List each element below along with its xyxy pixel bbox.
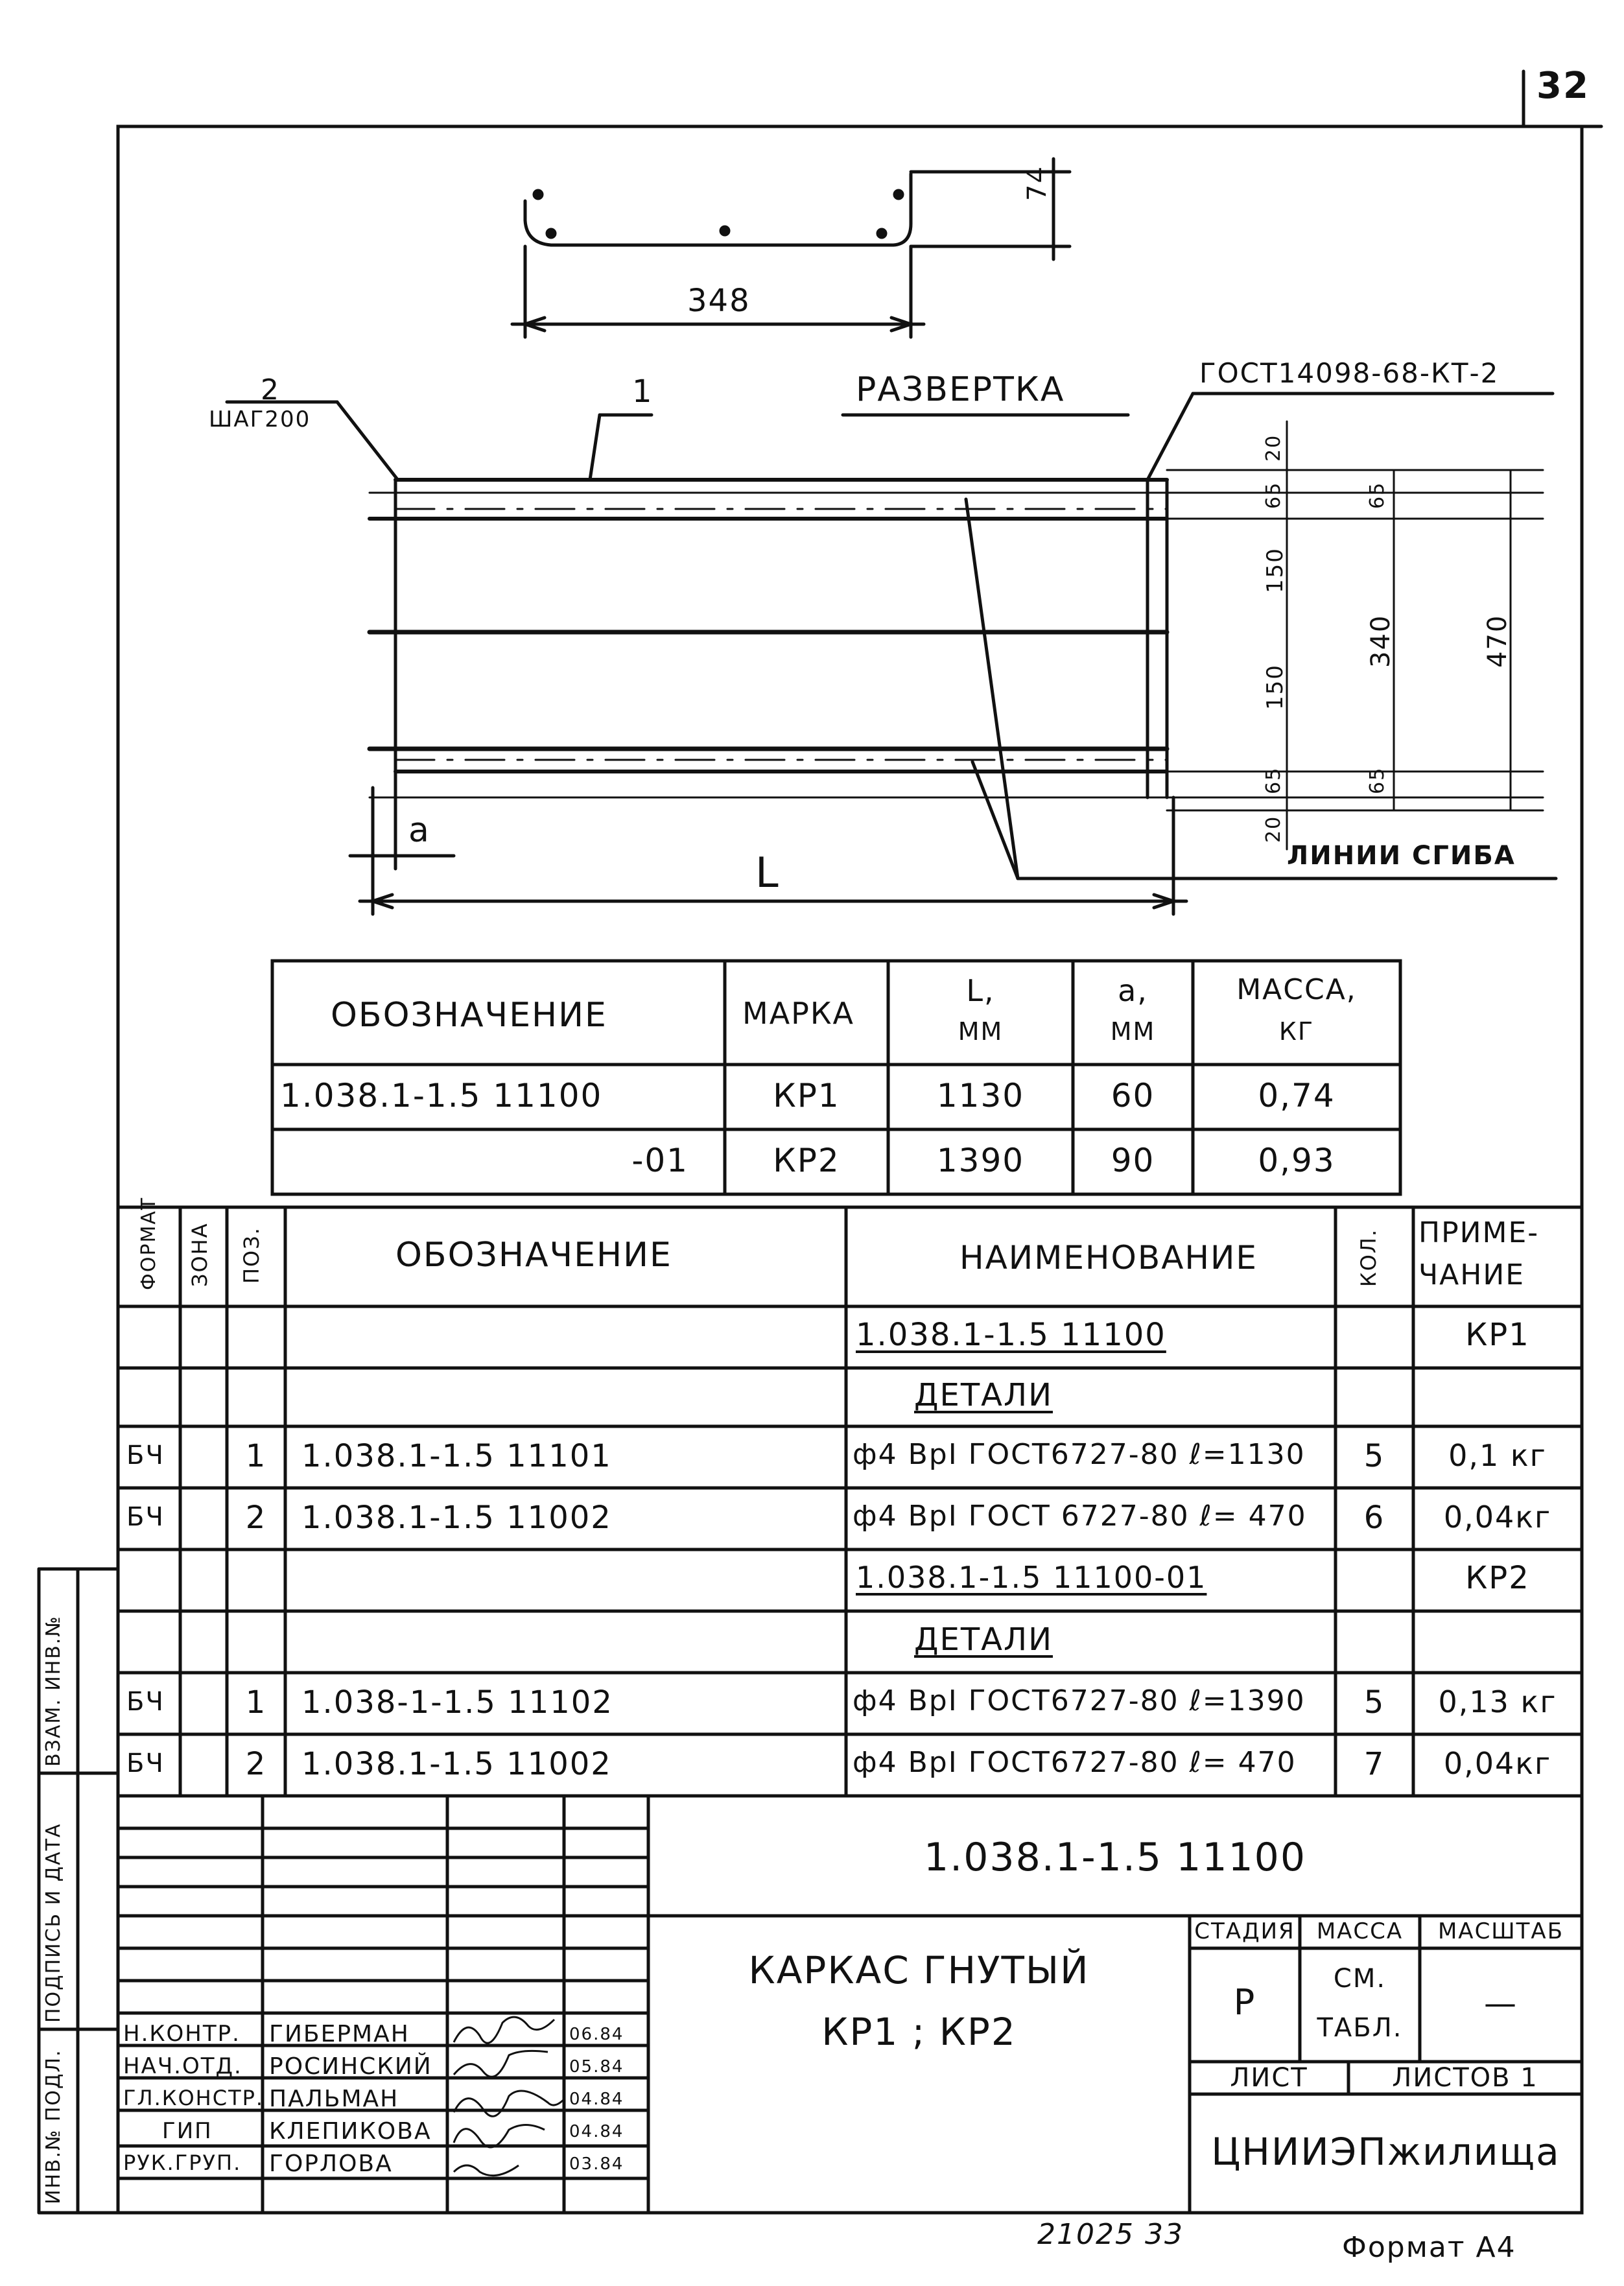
- variant-row-mass: 0,93: [1258, 1142, 1336, 1179]
- signatures: [454, 2017, 564, 2176]
- spec-row-note: КР2: [1465, 1560, 1530, 1596]
- variant-row-mark: КР1: [773, 1077, 840, 1114]
- spec-row-designation: 1.038-1-1.5 11102: [301, 1684, 613, 1721]
- dim-74: 74: [1022, 165, 1052, 201]
- signer-name: ПАЛЬМАН: [269, 2086, 399, 2112]
- variant-row-a: 60: [1111, 1077, 1155, 1114]
- variants-header-L-unit: ММ: [958, 1017, 1004, 1046]
- spec-row-pos: 2: [245, 1746, 267, 1782]
- mass-value-1: СМ.: [1333, 1964, 1387, 1994]
- signer-role: ГИП: [162, 2118, 213, 2144]
- signer-date: 04.84: [569, 2122, 624, 2141]
- spec-row-name: 1.038.1-1.5 11100-01: [856, 1560, 1207, 1595]
- title-line-2: КР1 ; КР2: [821, 2010, 1017, 2054]
- signer-name: КЛЕПИКОВА: [269, 2118, 432, 2145]
- dim-470: 470: [1483, 614, 1512, 668]
- variants-header-mass: МАССА,: [1236, 973, 1357, 1006]
- spec-row-designation: 1.038.1-1.5 11002: [301, 1746, 612, 1782]
- variant-row-mark: КР2: [773, 1142, 840, 1179]
- spec-row-pos: 1: [245, 1684, 267, 1721]
- spec-header-zone: ЗОНА: [187, 1222, 212, 1287]
- spec-row-qty: 5: [1363, 1684, 1385, 1721]
- spec-row-format: БЧ: [126, 1687, 165, 1717]
- mass-header: МАССА: [1316, 1918, 1404, 1944]
- side-label-vzam: ВЗАМ. ИНВ.№: [42, 1615, 65, 1767]
- spec-row-name: ДЕТАЛИ: [914, 1377, 1053, 1413]
- spec-row-format: БЧ: [126, 1441, 165, 1470]
- signer-date: 06.84: [569, 2025, 624, 2044]
- dim-65-top: 65: [1262, 481, 1285, 509]
- spec-row-qty: 7: [1363, 1746, 1385, 1782]
- spec-row-name: 1.038.1-1.5 11100: [856, 1317, 1166, 1353]
- signer-role: ГЛ.КОНСТР.: [123, 2086, 265, 2110]
- mass-value-2: ТАБЛ.: [1317, 2013, 1403, 2043]
- gost-label: ГОСТ14098-68-КТ-2: [1199, 357, 1500, 389]
- spec-row-qty: 5: [1363, 1438, 1385, 1474]
- spec-row-name: ф4 ВрI ГОСТ6727-80 ℓ= 470: [853, 1746, 1297, 1779]
- spec-row-pos: 2: [245, 1500, 267, 1536]
- spec-row-name: ДЕТАЛИ: [914, 1621, 1053, 1658]
- side-label-inv-podl: ИНВ.№ ПОДЛ.: [42, 2049, 65, 2204]
- signer-name: РОСИНСКИЙ: [269, 2053, 432, 2080]
- signer-role: НАЧ.ОТД.: [123, 2053, 242, 2079]
- scale-header: МАСШТАБ: [1437, 1918, 1564, 1944]
- spec-row-designation: 1.038.1-1.5 11101: [301, 1438, 612, 1474]
- variants-header-mass-unit: КГ: [1278, 1017, 1315, 1046]
- spec-header-format: ФОРМАТ: [137, 1196, 160, 1290]
- dim-348: 348: [687, 283, 751, 319]
- spec-row-note: 0,04кг: [1443, 1500, 1552, 1535]
- signer-date: 04.84: [569, 2090, 624, 2109]
- dim-20-bottom: 20: [1262, 815, 1285, 843]
- dim-a: a: [408, 811, 430, 850]
- sheet-number: 32: [1536, 65, 1590, 107]
- stage-header: СТАДИЯ: [1194, 1918, 1295, 1944]
- format-label: Формат А4: [1342, 2231, 1516, 2264]
- step-label: ШАГ200: [209, 407, 311, 432]
- scale-value: —: [1484, 1985, 1518, 2022]
- signer-role: Н.КОНТР.: [123, 2021, 241, 2047]
- spec-header-note-2: ЧАНИЕ: [1418, 1258, 1525, 1291]
- stage-value: Р: [1233, 1982, 1256, 2023]
- side-label-podpis: ПОДПИСЬ И ДАТА: [42, 1822, 65, 2023]
- variant-row-designation: 1.038.1-1.5 11100: [280, 1077, 603, 1114]
- signer-role: РУК.ГРУП.: [123, 2150, 242, 2175]
- spec-row-designation: 1.038.1-1.5 11002: [301, 1500, 612, 1536]
- spec-row-name: ф4 ВрI ГОСТ6727-80 ℓ=1390: [853, 1684, 1306, 1717]
- pos-2-label: 2: [261, 373, 280, 407]
- spec-row-qty: 6: [1363, 1500, 1385, 1536]
- spec-row-format: БЧ: [126, 1502, 165, 1532]
- spec-header-name: НАИМЕНОВАНИЕ: [959, 1239, 1258, 1277]
- variant-row-L: 1130: [936, 1077, 1025, 1114]
- variant-row-mass: 0,74: [1258, 1077, 1336, 1114]
- spec-row-note: 0,04кг: [1443, 1746, 1552, 1781]
- spec-row-note: 0,1 кг: [1448, 1438, 1547, 1473]
- signer-date: 05.84: [569, 2057, 624, 2077]
- signer-date: 03.84: [569, 2154, 624, 2174]
- spec-header-note-1: ПРИМЕ-: [1418, 1216, 1540, 1249]
- spec-row-format: БЧ: [126, 1749, 165, 1778]
- spec-header-designation: ОБОЗНАЧЕНИЕ: [395, 1236, 672, 1275]
- variants-header-L: L,: [966, 973, 995, 1008]
- title-line-1: КАРКАС ГНУТЫЙ: [748, 1948, 1090, 1992]
- sheets-label: ЛИСТОВ 1: [1392, 2063, 1538, 2093]
- dim-150-a: 150: [1262, 547, 1288, 593]
- fold-lines-label: ЛИНИИ СГИБА: [1287, 841, 1516, 871]
- dim-150-b: 150: [1262, 664, 1288, 710]
- sheet-label: ЛИСТ: [1230, 2063, 1308, 2093]
- variants-header-mark: МАРКА: [742, 996, 855, 1031]
- signer-name: ГИБЕРМАН: [269, 2021, 410, 2047]
- dim-65-outer-top: 65: [1366, 481, 1389, 509]
- variant-row-designation: -01: [631, 1142, 688, 1179]
- dim-20-top: 20: [1262, 434, 1285, 462]
- pos-1-label: 1: [632, 373, 653, 410]
- spec-row-note: КР1: [1465, 1317, 1530, 1353]
- variant-row-a: 90: [1111, 1142, 1155, 1179]
- spec-header-pos: ПОЗ.: [239, 1227, 264, 1284]
- variants-header-a-unit: ММ: [1110, 1017, 1156, 1046]
- spec-row-note: 0,13 кг: [1438, 1684, 1557, 1719]
- variants-header-designation: ОБОЗНАЧЕНИЕ: [331, 996, 607, 1035]
- dim-65-bottom: 65: [1262, 766, 1285, 794]
- dim-L: L: [755, 849, 780, 897]
- spec-row-name: ф4 ВрI ГОСТ 6727-80 ℓ= 470: [853, 1500, 1307, 1533]
- spec-header-qty: КОЛ.: [1356, 1228, 1381, 1287]
- bottom-numbers: 21025 33: [1037, 2218, 1184, 2251]
- dim-65-outer-bottom: 65: [1366, 766, 1389, 794]
- spec-row-pos: 1: [245, 1438, 267, 1474]
- spec-row-name: ф4 ВрI ГОСТ6727-80 ℓ=1130: [853, 1438, 1306, 1471]
- signer-name: ГОРЛОВА: [269, 2150, 393, 2177]
- razvertka-title: РАЗВЕРТКА: [856, 370, 1065, 409]
- dim-340: 340: [1366, 614, 1396, 668]
- organization: ЦНИИЭПжилища: [1211, 2130, 1560, 2174]
- doc-code: 1.038.1-1.5 11100: [923, 1835, 1307, 1880]
- variant-row-L: 1390: [936, 1142, 1025, 1179]
- variants-header-a: a,: [1118, 973, 1148, 1008]
